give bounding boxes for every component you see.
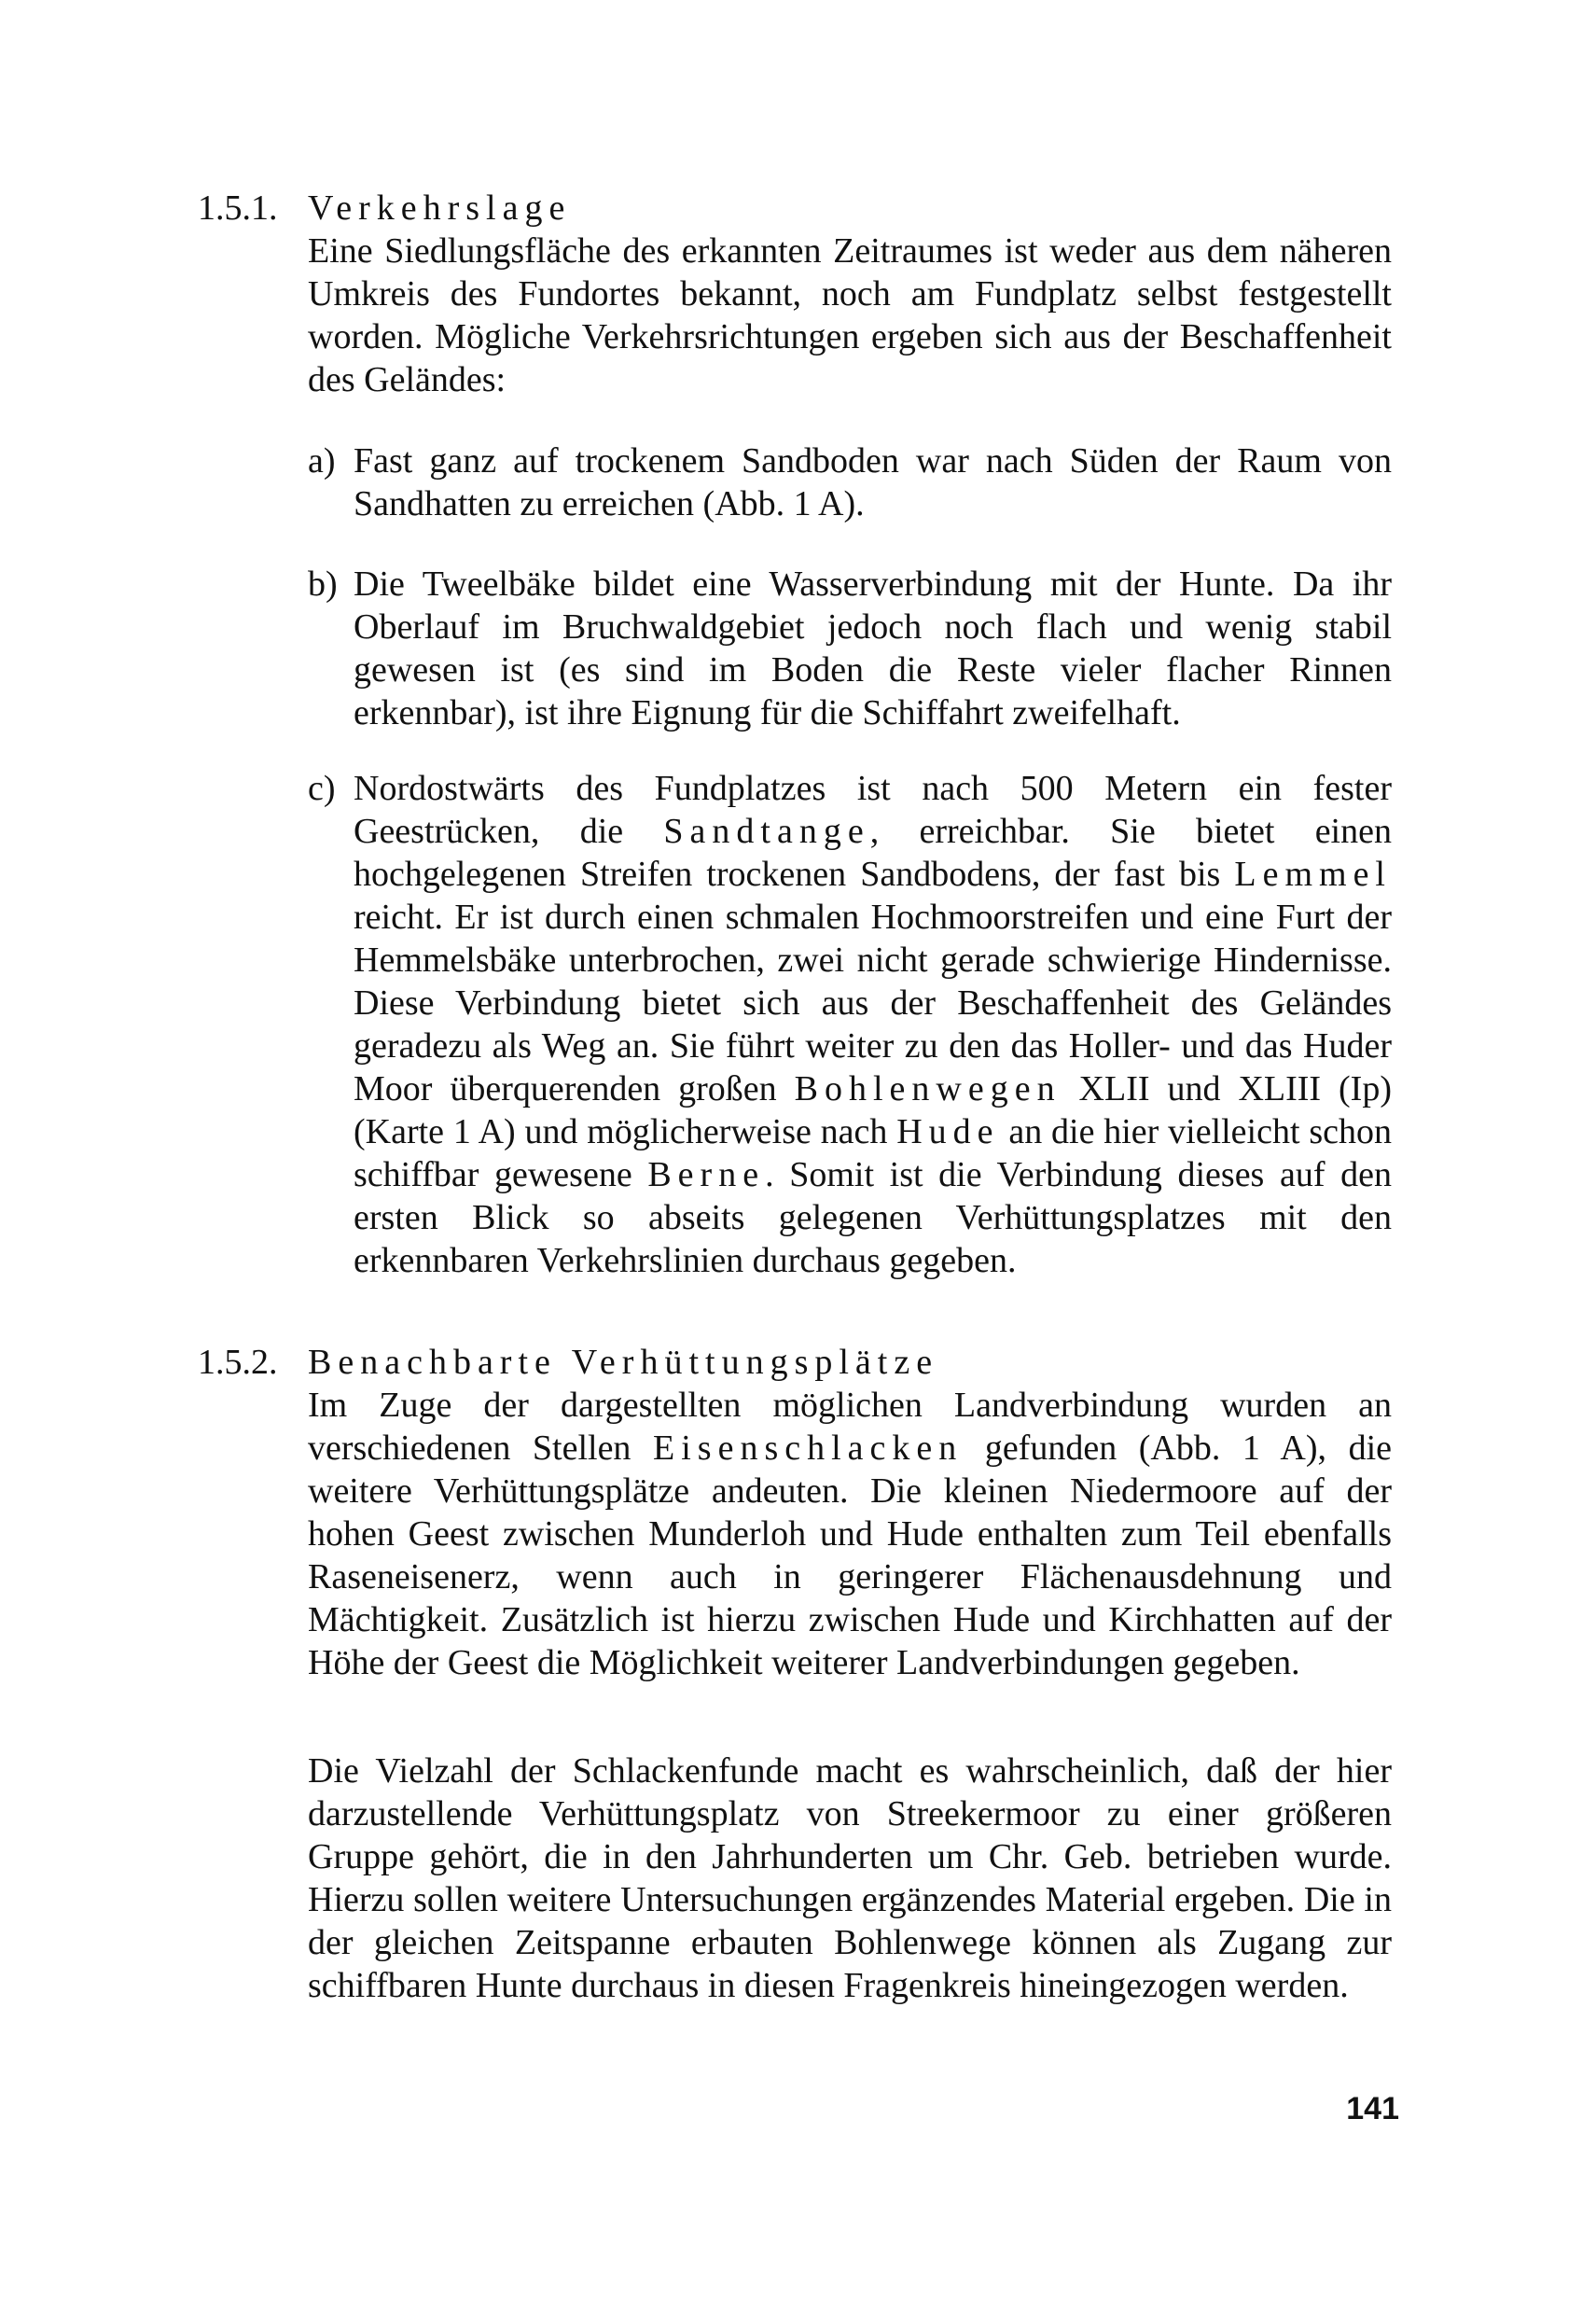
list-item-b: [308, 563, 1392, 734]
page-number: 141: [1346, 2091, 1399, 2126]
text-run: an die hier vielleicht schon schiffbar gewesene: [354, 1112, 1392, 1194]
list-item-text: [354, 767, 1392, 1282]
section-number: 1.5.1.: [198, 188, 278, 228]
list-item-a: [308, 439, 1392, 525]
spaced-term: Lemmel: [1234, 855, 1392, 894]
spaced-term: Eisenschlacken: [653, 1429, 964, 1468]
text-run: . Somit ist die Verbindung dieses auf den ersten Blick so abseits gelegenen Verhüttungsplatzes mit den erkennbaren Verkehrslinien durchaus gegeben.: [354, 1155, 1392, 1280]
section-title: Verkehrslage: [308, 188, 572, 228]
section-heading-1-5-2: [198, 1341, 1410, 1384]
list-item-text: Fast ganz auf trockenem Sandboden war nach Süden der Raum von Sandhatten zu erreichen (Abb. 1 A).: [354, 441, 1392, 523]
text-run: , erreichbar. Sie bietet einen hochgelegenen Streifen trockenen Sandbodens, der fast bis: [354, 812, 1392, 894]
spaced-term: Sandtange: [663, 812, 870, 851]
section-paragraph-2: Die Vielzahl der Schlackenfunde macht es wahrscheinlich, daß der hier darzustellende Verhüttungsplatz von Streekermoor zu einer größeren Gruppe gehört, die in den Jahrhunderten um Chr. Geb. betrieben wurde. Hierzu sollen weitere Untersuchungen ergänzendes Material ergeben. Die in der gleichen Zeitspanne erbauten Bohlenwege können als Zugang zur schiffbaren Hunte durchaus in diesen Fragenkreis hineingezogen werden.: [308, 1751, 1392, 2005]
section-paragraph-1: [308, 1384, 1392, 1684]
list-item-label: c): [308, 769, 336, 808]
section-title: Benachbarte Verhüttungsplätze: [308, 1343, 939, 1382]
text-run: XLII und XLIII (Ip) (Karte 1 A) und möglicherweise nach: [354, 1069, 1392, 1151]
text-run: Nordostwärts des Fundplatzes ist nach 500 Metern ein fester Geestrücken, die: [354, 769, 1392, 851]
section-intro-paragraph: Eine Siedlungsfläche des erkannten Zeitraumes ist weder aus dem näheren Umkreis des Fundortes bekannt, noch am Fundplatz selbst festgestellt worden. Mögliche Verkehrsrichtungen ergeben sich aus der Beschaffenheit des Geländes:: [308, 231, 1392, 399]
list-item-text: Die Tweelbäke bildet eine Wasserverbindung mit der Hunte. Da ihr Oberlauf im Bruchwaldgebiet jedoch noch flach und wenig stabil gewesen ist (es sind im Boden die Reste vieler flacher Rinnen erkennbar), ist ihre Eignung für die Schiffahrt zweifelhaft.: [354, 565, 1392, 732]
text-run: gefunden (Abb. 1 A), die weitere Verhüttungsplätze andeuten. Die kleinen Niedermoore auf der hohen Geest zwischen Munderloh und Hude enthalten zum Teil ebenfalls Raseneisenerz, wenn auch in geringerer Flächenausdehnung und Mächtigkeit. Zusätzlich ist hierzu zwischen Hude und Kirchhatten auf der Höhe der Geest die Möglichkeit weiterer Landverbindungen gegeben.: [308, 1429, 1392, 1682]
text-run: reicht. Er ist durch einen schmalen Hochmoorstreifen und eine Furt der Hemmelsbäke unterbrochen, zwei nicht gerade schwierige Hindernisse. Diese Verbindung bietet sich aus der Beschaffenheit des Geländes geradezu als Weg an. Sie führt weiter zu den das Holler- und das Huder Moor überquerenden großen: [354, 898, 1392, 1108]
spaced-term: Bohlenwegen: [794, 1069, 1062, 1108]
spaced-term: Berne: [647, 1155, 766, 1194]
section-heading-1-5-1: [198, 187, 1410, 230]
section-number: 1.5.2.: [198, 1343, 278, 1382]
text-run: Im Zuge der dargestellten möglichen Landverbindung wurden an verschiedenen Stellen: [308, 1386, 1392, 1468]
spaced-term: Hude: [896, 1112, 1000, 1151]
list-item-label: a): [308, 441, 336, 481]
list-item-c: [308, 767, 1392, 1282]
list-item-label: b): [308, 565, 338, 604]
